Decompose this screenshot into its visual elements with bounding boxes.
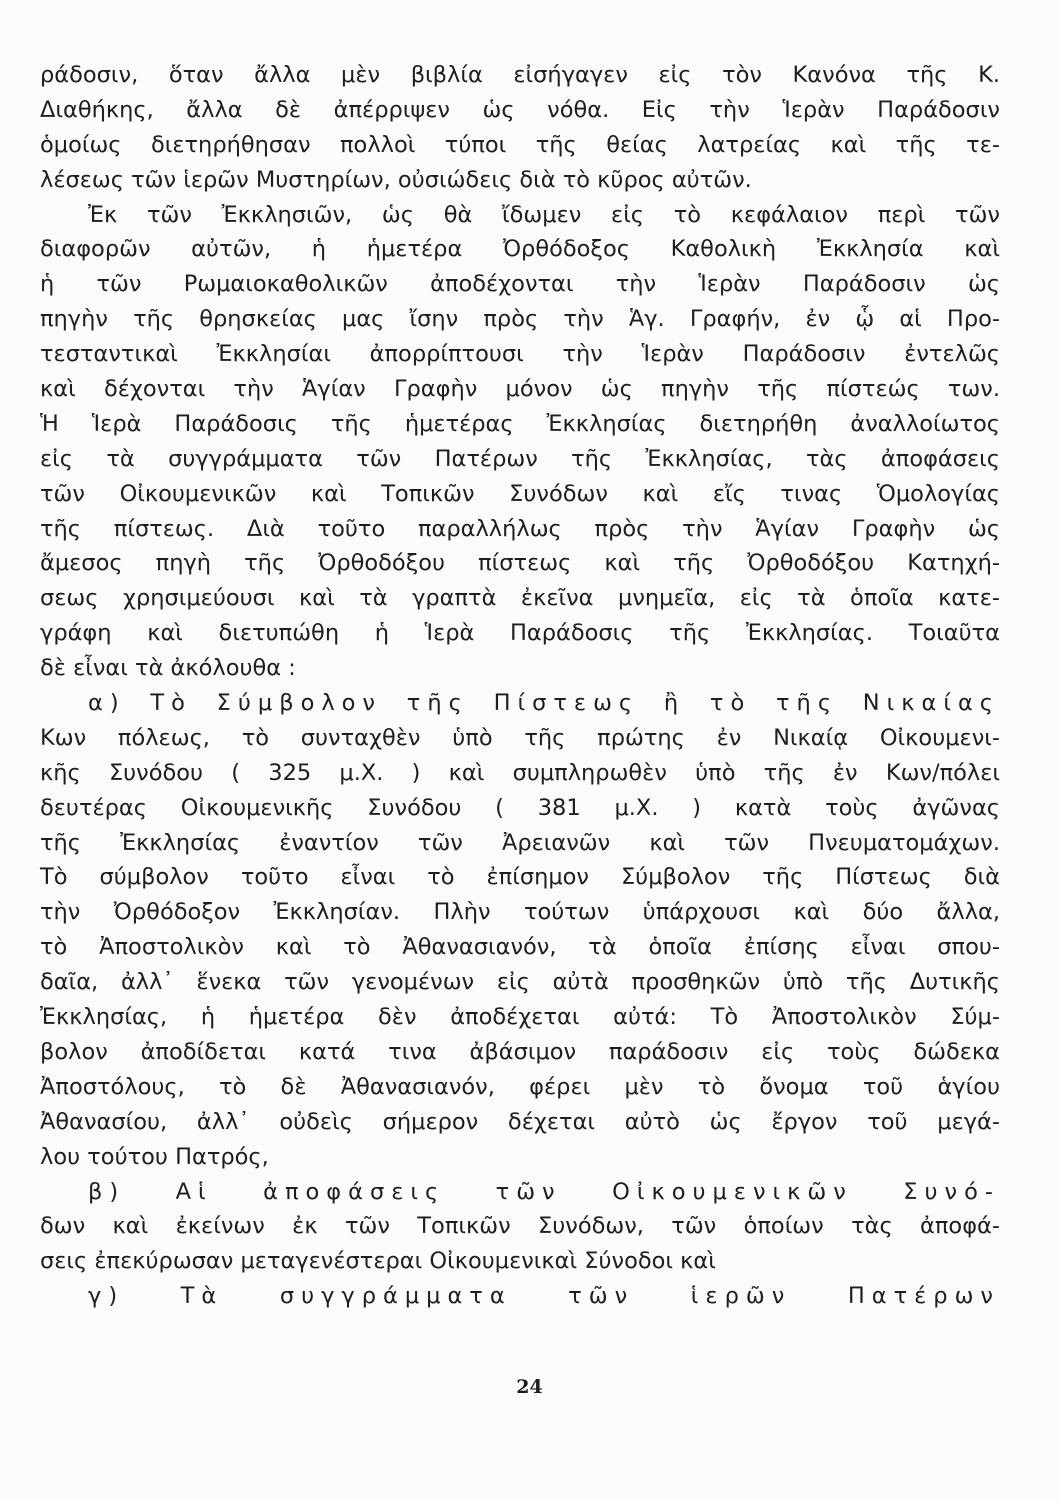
- text-line: Κων πόλεως, τὸ συνταχθὲν ὑπὸ τῆς πρώτης ἐν Νικαίᾳ Οἰκουμενι-: [40, 724, 1000, 751]
- body-text: [40, 58, 1000, 1314]
- text-line: τῶν Οἰκουμενικῶν καὶ Τοπικῶν Συνόδων καὶ εἴς τινας Ὁμολογίας: [40, 480, 1000, 507]
- text-line: γράφη καὶ διετυπώθη ἡ Ἱερὰ Παράδοσις τῆς Ἐκκλησίας. Τοιαῦτα: [40, 620, 1000, 647]
- text-line: λου τούτου Πατρός,: [40, 1143, 269, 1170]
- text-line: σεως χρησιμεύουσι καὶ τὰ γραπτὰ ἐκεῖνα μνημεῖα, εἰς τὰ ὁποῖα κατε-: [40, 585, 1000, 612]
- text-line: λέσεως τῶν ἱερῶν Μυστηρίων, οὐσιώδεις διὰ τὸ κῦρος αὐτῶν.: [40, 166, 752, 193]
- text-line: ὁμοίως διετηρήθησαν πολλοὶ τύποι τῆς θείας λατρείας καὶ τῆς τε-: [40, 131, 1000, 158]
- text-line: τεσταντικαὶ Ἐκκλησίαι ἀπορρίπτουσι τὴν Ἱερὰν Παράδοσιν ἐντελῶς: [40, 341, 1000, 368]
- section-heading-a: α) Τὸ Σύμβολον τῆς Πίστεως ἢ τὸ τῆς Νικαίας: [88, 690, 1000, 717]
- text-line: πηγὴν τῆς θρησκείας μας ἴσην πρὸς τὴν Ἁγ. Γραφήν, ἐν ᾧ αἱ Προ-: [40, 306, 1000, 333]
- text-line: δὲ εἶναι τὰ ἀκόλουθα :: [40, 655, 296, 682]
- text-line: δευτέρας Οἰκουμενικῆς Συνόδου ( 381 μ.Χ. ) κατὰ τοὺς ἀγῶνας: [40, 794, 1000, 821]
- section-heading-b: β) Αἱ ἀποφάσεις τῶν Οἰκουμενικῶν Συνό-: [88, 1178, 1000, 1205]
- text-line: τὴν Ὀρθόδοξον Ἐκκλησίαν. Πλὴν τούτων ὑπάρχουσι καὶ δύο ἄλλα,: [40, 899, 1000, 926]
- text-line: ἄμεσος πηγὴ τῆς Ὀρθοδόξου πίστεως καὶ τῆς Ὀρθοδόξου Κατηχή-: [40, 550, 1000, 577]
- text-line: Ἡ Ἱερὰ Παράδοσις τῆς ἡμετέρας Ἐκκλησίας διετηρήθη ἀναλλοίωτος: [40, 410, 1000, 437]
- text-line: Ἐκκλησίας, ἡ ἡμετέρα δὲν ἀποδέχεται αὐτά: Τὸ Ἀποστολικὸν Σύμ-: [40, 1004, 1000, 1031]
- text-line: Ἀποστόλους, τὸ δὲ Ἀθανασιανόν, φέρει μὲν τὸ ὄνομα τοῦ ἁγίου: [40, 1073, 1000, 1100]
- text-line: δων καὶ ἐκείνων ἐκ τῶν Τοπικῶν Συνόδων, τῶν ὁποίων τὰς ἀποφά-: [40, 1213, 1000, 1240]
- text-line: Διαθήκης, ἄλλα δὲ ἀπέρριψεν ὡς νόθα. Εἰς τὴν Ἱερὰν Παράδοσιν: [40, 96, 1000, 123]
- text-line: ἡ τῶν Ρωμαιοκαθολικῶν ἀποδέχονται τὴν Ἱερὰν Παράδοσιν ὡς: [40, 271, 1000, 298]
- text-line: διαφορῶν αὐτῶν, ἡ ἡμετέρα Ὀρθόδοξος Καθολικὴ Ἐκκλησία καὶ: [40, 236, 1000, 263]
- text-line: Ἐκ τῶν Ἐκκλησιῶν, ὡς θὰ ἴδωμεν εἰς τὸ κεφάλαιον περὶ τῶν: [88, 201, 1000, 228]
- text-line: ράδοσιν, ὅταν ἄλλα μὲν βιβλία εἰσήγαγεν εἰς τὸν Κανόνα τῆς Κ.: [40, 62, 1000, 88]
- text-line: κῆς Συνόδου ( 325 μ.Χ. ) καὶ συμπληρωθὲν ὑπὸ τῆς ἐν Κων/πόλει: [40, 759, 1000, 786]
- text-line: εἰς τὰ συγγράμματα τῶν Πατέρων τῆς Ἐκκλησίας, τὰς ἀποφάσεις: [40, 445, 1000, 472]
- text-line: Τὸ σύμβολον τοῦτο εἶναι τὸ ἐπίσημον Σύμβολον τῆς Πίστεως διὰ: [40, 864, 1000, 891]
- text-line: Ἀθανασίου, ἀλλ᾽ οὐδεὶς σήμερον δέχεται αὐτὸ ὡς ἔργον τοῦ μεγά-: [40, 1108, 1000, 1135]
- text-line: τῆς Ἐκκλησίας ἐναντίον τῶν Ἀρειανῶν καὶ τῶν Πνευματομάχων.: [40, 829, 1000, 856]
- text-line: δαῖα, ἀλλ᾽ ἕνεκα τῶν γενομένων εἰς αὐτὰ προσθηκῶν ὑπὸ τῆς Δυτικῆς: [40, 969, 1000, 996]
- text-line: τὸ Ἀποστολικὸν καὶ τὸ Ἀθανασιανόν, τὰ ὁποῖα ἐπίσης εἶναι σπου-: [40, 934, 1000, 961]
- text-line: βολον ἀποδίδεται κατά τινα ἀβάσιμον παράδοσιν εἰς τοὺς δώδεκα: [40, 1038, 1000, 1065]
- text-line: σεις ἐπεκύρωσαν μεταγενέστεραι Οἰκουμενικαὶ Σύνοδοι καὶ: [40, 1248, 716, 1275]
- text-line: καὶ δέχονται τὴν Ἁγίαν Γραφὴν μόνον ὡς πηγὴν τῆς πίστεώς των.: [40, 376, 1000, 403]
- page-number: 24: [516, 1376, 543, 1398]
- section-heading-c: γ) Τὰ συγγράμματα τῶν ἱερῶν Πατέρων: [88, 1283, 1000, 1310]
- text-line: τῆς πίστεως. Διὰ τοῦτο παραλλήλως πρὸς τὴν Ἁγίαν Γραφὴν ὡς: [40, 515, 1000, 542]
